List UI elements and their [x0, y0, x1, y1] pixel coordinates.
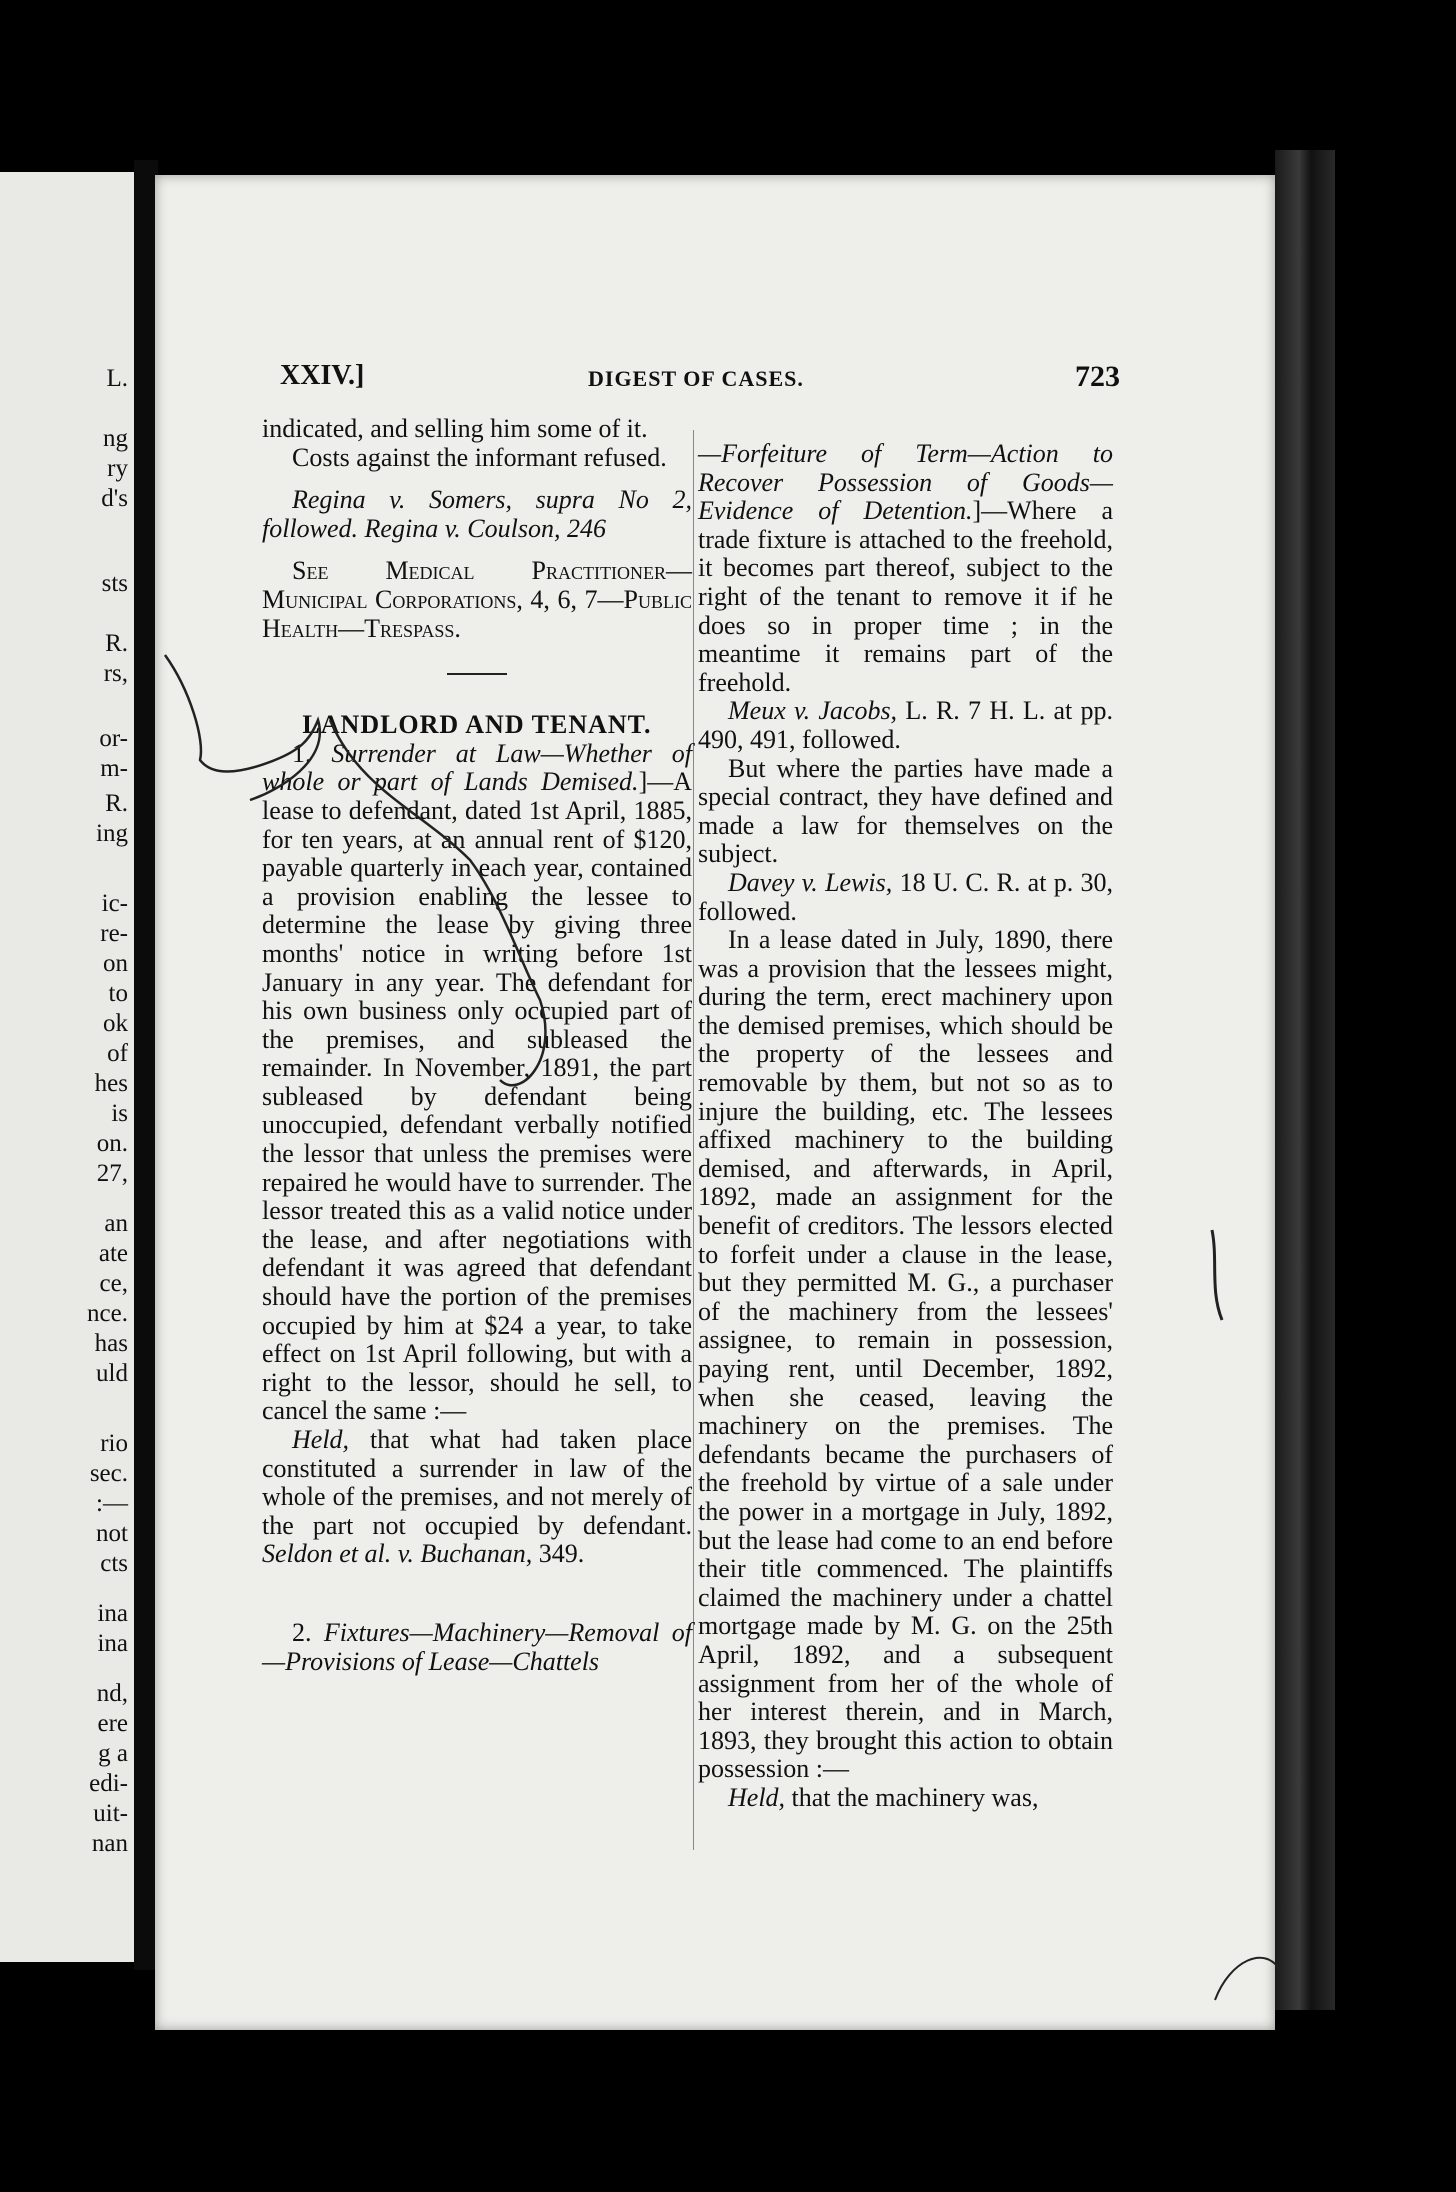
- entry-title: Fixtures—Machinery—Removal of—Provisions of Lease—Chattels: [262, 1617, 692, 1676]
- fragment-text: an: [104, 1210, 128, 1237]
- fragment-text: nan: [91, 1830, 128, 1857]
- fragment-text: 27,: [96, 1160, 128, 1187]
- fragment-text: ry: [107, 455, 128, 482]
- citation-text: 18 U. C. R. at p. 30, followed.: [698, 867, 1113, 926]
- fragment-text: m-: [100, 755, 128, 782]
- fragment-text: g a: [98, 1740, 128, 1767]
- fragment-text: sts: [101, 570, 128, 597]
- fragment-text: not: [96, 1520, 128, 1547]
- fragment-text: on.: [96, 1130, 128, 1157]
- case-name: Meux v. Jacobs,: [728, 696, 898, 726]
- entry-text: ]—Where a trade fixture is attached to the freehold, it becomes part thereof, subject to the right of the tenant to remove it if he does so in proper time ; in the meantime it remains part of the freehold.: [698, 496, 1113, 697]
- entry-title: Surrender at Law—Whether of whole or part of Lands Demised.: [262, 738, 693, 797]
- fragment-text: ok: [103, 1010, 128, 1037]
- fragment-text: R.: [105, 790, 128, 817]
- case-name: Davey v. Lewis,: [728, 867, 893, 897]
- paragraph: indicated, and selling him some of it.: [262, 414, 648, 443]
- fragment-text: on: [103, 950, 128, 977]
- fragment-text: ic-: [101, 890, 128, 917]
- case-reference: Regina v. Somers, supra No 2, followed. Regina v. Coulson, 246: [262, 485, 692, 543]
- fragment-text: nce.: [87, 1300, 128, 1327]
- fragment-text: R.: [105, 630, 128, 657]
- volume-label: XXIV.]: [280, 360, 365, 391]
- cross-reference: See Medical Practitioner—Municipal Corporations, 4, 6, 7—Public Health—Trespass.: [262, 556, 692, 643]
- fragment-text: is: [111, 1100, 128, 1127]
- case-page: 349.: [538, 1539, 585, 1569]
- section-heading: LANDLORD AND TENANT.: [302, 710, 652, 740]
- held-text: that what had taken place constituted a surrender in law of the whole of the premises, and not merely of the part not occupied by defendant.: [262, 1425, 693, 1540]
- paragraph: Costs against the informant refused.: [292, 442, 667, 472]
- fragment-text: ing: [96, 820, 128, 847]
- fragment-text: hes: [94, 1070, 128, 1097]
- fragment-text: d's: [101, 485, 128, 512]
- fragment-text: to: [108, 980, 128, 1007]
- fragment-text: :—: [96, 1490, 128, 1517]
- held-label: Held,: [728, 1782, 786, 1812]
- held-text: that the machinery was,: [791, 1782, 1039, 1812]
- fragment-text: has: [94, 1330, 128, 1357]
- fragment-text: of: [107, 1040, 128, 1067]
- paragraph: In a lease dated in July, 1890, there was a provision that the lessees might, during the term, erect machinery upon the demised premises, which should be the property of the lessees and removable by them, but not so as to injure the building, etc. The lessees affixed machinery to the building demised, and afterwards, in April, 1892, made an assignment for the benefit of creditors. The lessors elected to forfeit under a clause in the lease, but they permitted M. G., a purchaser of the machinery from the lessees' assignee, to remain in possession, paying rent, until December, 1892, when she ceased, leaving the machinery on the premises. The defendants became the purchasers of the freehold by virtue of a sale under the power in a mortgage in July, 1892, but the lease had come to an end before their title commenced. The plaintiffs claimed the machinery under a chattel mortgage made by M. G. on the 25th April, 1892, and a subsequent assignment from her of the whole of her interest therein, and in March, 1893, they brought this action to obtain possession :—: [698, 925, 1113, 1784]
- fragment-text: rs,: [103, 660, 128, 687]
- entry-number: 2.: [292, 1617, 312, 1647]
- held-label: Held,: [292, 1425, 350, 1454]
- fragment-text: sec.: [89, 1460, 128, 1487]
- page-number: 723: [1075, 360, 1120, 393]
- fragment-text: uld: [96, 1360, 128, 1387]
- fragment-text: edi-: [89, 1770, 128, 1797]
- fragment-text: ina: [97, 1600, 128, 1627]
- fragment-text: ate: [98, 1240, 128, 1267]
- citation-text: L. R. 7 H. L. at pp. 490, 491, followed.: [698, 696, 1114, 754]
- fragment-text: ina: [97, 1630, 128, 1657]
- fragment-text: nd,: [96, 1680, 128, 1707]
- fragment-text: rio: [100, 1430, 128, 1457]
- entry-text: ]—A lease to defendant, dated 1st April, 1885, for ten years, at an annual rent of $120, payable quarterly in each year, contained a provision enabling the lessee to determine the lease by giving three months' notice in writing before 1st January in any year. The defendant for his own business only occupied part of the premises, and subleased the remainder. In November, 1891, the part subleased by defendant being unoccupied, defendant verbally notified the lessor that unless the premises were repaired he would have to surrender. The lessor treated this as a valid notice under the lease, and after negotiations with defendant it was agreed that defendant should have the portion of the premises occupied by him at $24 a year, to take effect on 1st April following, but with a right to the lessor, should he sell, to cancel the same :—: [262, 767, 692, 1426]
- fragment-text: ce,: [99, 1270, 128, 1297]
- running-title: DIGEST OF CASES.: [588, 366, 804, 391]
- fragment-text: re-: [100, 920, 128, 947]
- fragment-text: cts: [100, 1550, 128, 1577]
- case-name: Seldon et al. v. Buchanan,: [262, 1539, 533, 1569]
- fragment-text: uit-: [93, 1800, 128, 1827]
- fragment-text: or-: [99, 725, 128, 752]
- fragment-text: ng: [103, 425, 128, 452]
- fragment-text: L.: [106, 365, 128, 392]
- entry-title: —Forfeiture of Term—Action to Recover Possession of Goods—Evidence of Detention.: [698, 439, 1113, 526]
- fragment-text: ere: [97, 1710, 128, 1737]
- paragraph: But where the parties have made a special contract, they have defined and made a law for themselves on the subject.: [698, 753, 1113, 869]
- entry-number: 1.: [292, 738, 312, 768]
